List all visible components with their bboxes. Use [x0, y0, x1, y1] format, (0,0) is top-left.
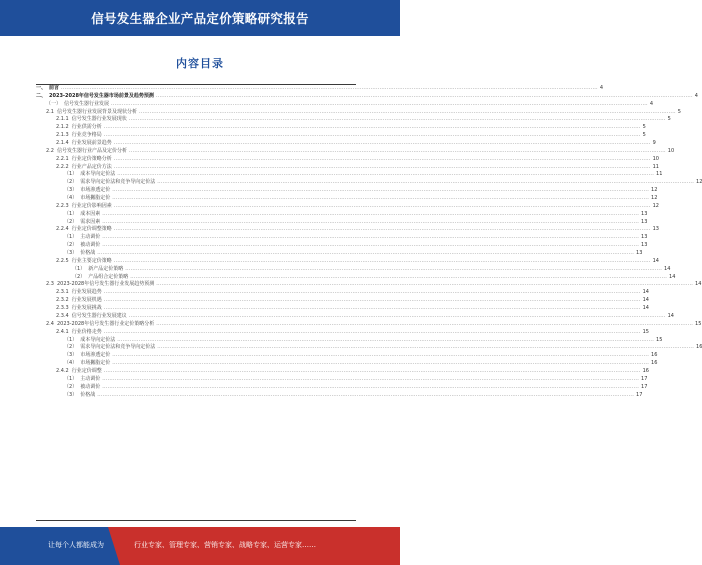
toc-entry-page: 13: [641, 210, 648, 217]
toc-entry-number: （3）: [64, 391, 78, 398]
toc-entry-page: 16: [642, 367, 649, 374]
toc-entry-page: 14: [642, 305, 649, 312]
toc-entry-page: 4: [599, 85, 604, 91]
toc-entry[interactable]: [36, 100, 654, 109]
toc-entry[interactable]: [36, 391, 643, 400]
toc-entry-text: 需求导向定价法和竞争导向定价法: [80, 179, 156, 186]
toc-entry-number: （4）: [64, 195, 78, 202]
toc-leader-dots: ............................................................................................................................................................................................................................................................................................................: [157, 179, 695, 186]
toc-entry-page: 5: [642, 132, 646, 139]
toc-entry-page: 11: [652, 163, 659, 170]
toc-entry-number: （1）: [64, 336, 78, 343]
toc-entry-number: 2.4.2: [56, 367, 69, 374]
toc-entry-page: 12: [651, 187, 658, 194]
toc-entry-number: （1）: [64, 210, 78, 217]
toc-entry-text: 需求导向定价法和竞争导向定价法: [80, 344, 156, 351]
toc-leader-dots: ............................................................................................................................................................................................................................................................................................................: [102, 383, 640, 390]
toc-leader-dots: ............................................................................................................................................................................................................................................................................................................: [156, 281, 694, 288]
toc-leader-dots: ............................................................................................................................................................................................................................................................................................................: [102, 210, 640, 217]
toc-leader-dots: ............................................................................................................................................................................................................................................................................................................: [155, 92, 693, 99]
toc-entry[interactable]: [36, 305, 649, 313]
toc-entry-page: 17: [636, 391, 643, 398]
toc-entry-text: 被动调价: [80, 242, 101, 249]
toc-entry-page: 17: [641, 383, 648, 390]
toc-entry-page: 15: [656, 336, 663, 343]
toc-leader-dots: ............................................................................................................................................................................................................................................................................................................: [156, 320, 694, 327]
toc-title: 内容目录: [176, 57, 224, 70]
toc-entry-number: （2）: [64, 179, 78, 186]
toc-entry[interactable]: [36, 155, 659, 164]
toc-entry-text: 成本因素: [80, 210, 101, 217]
toc-entry[interactable]: [36, 147, 675, 156]
toc-entry[interactable]: [36, 132, 646, 140]
toc-leader-dots: ............................................................................................................................................................................................................................................................................................................: [113, 155, 651, 162]
toc-entry-number: 2.1.1: [56, 116, 69, 123]
toc-bottom-divider: [36, 520, 356, 521]
toc-entry-page: 5: [642, 124, 646, 131]
toc-entry-number: 2.2.1: [56, 155, 69, 162]
toc-entry-number: （2）: [64, 218, 78, 225]
toc-entry-page: 13: [652, 226, 659, 233]
toc-entry-number: 2.1: [46, 108, 54, 115]
toc-leader-dots: ............................................................................................................................................................................................................................................................................................................: [102, 234, 640, 241]
header-banner: [0, 0, 400, 36]
toc-entry-number: 2.3.3: [56, 305, 69, 312]
toc-entry-number: （一）: [46, 100, 62, 107]
toc-entry-number: 2.2.3: [56, 202, 69, 209]
toc-entry-text: 成本导向定价法: [80, 171, 116, 178]
toc-entry-text: 市场渗透定价: [80, 187, 111, 194]
toc-leader-dots: ............................................................................................................................................................................................................................................................................................................: [97, 250, 635, 257]
toc-entry-number: （4）: [64, 360, 78, 367]
toc-leader-dots: ............................................................................................................................................................................................................................................................................................................: [61, 85, 598, 91]
toc-leader-dots: ............................................................................................................................................................................................................................................................................................................: [103, 132, 641, 139]
toc-entry-page: 16: [651, 352, 658, 359]
toc-entry-text: 2023-2028年信号发生器行业定价策略分析: [56, 320, 155, 327]
toc-leader-dots: ............................................................................................................................................................................................................................................................................................................: [103, 367, 641, 374]
toc-entry-number: 2.1.3: [56, 132, 69, 139]
toc-entry-text: 成本导向定价法: [80, 336, 116, 343]
toc-entry[interactable]: [36, 250, 643, 258]
toc-entry-text: 价格战: [80, 250, 96, 257]
toc-leader-dots: ............................................................................................................................................................................................................................................................................................................: [103, 289, 641, 296]
toc-entry-number: 2.3.1: [56, 289, 69, 296]
toc-leader-dots: ............................................................................................................................................................................................................................................................................................................: [112, 352, 650, 359]
toc-entry[interactable]: [36, 360, 658, 368]
toc-entry[interactable]: [36, 375, 648, 384]
toc-entry-number: （3）: [64, 187, 78, 194]
toc-entry-page: 17: [641, 375, 648, 382]
toc-entry-text: 行业定价影响因素: [71, 202, 112, 209]
toc-entry-number: 2.3: [46, 281, 54, 288]
toc-entry-page: 13: [641, 234, 648, 241]
toc-leader-dots: ............................................................................................................................................................................................................................................................................................................: [113, 257, 651, 264]
toc-entry[interactable]: [36, 124, 646, 132]
toc-entry-number: （1）: [64, 171, 78, 178]
toc-entry-text: 行业发展挑战: [71, 305, 102, 312]
toc-entry-text: 市场撇脂定价: [80, 360, 111, 367]
toc-entry[interactable]: [36, 195, 658, 203]
toc-leader-dots: ............................................................................................................................................................................................................................................................................................................: [117, 336, 655, 343]
toc-entry-text: 产品组合定价策略: [88, 273, 129, 280]
toc-entry[interactable]: [36, 202, 659, 211]
toc-entry-text: 行业发展趋势: [71, 289, 102, 296]
toc-leader-dots: ............................................................................................................................................................................................................................................................................................................: [113, 163, 651, 170]
toc-entry-text: 主动调价: [80, 375, 101, 382]
toc-entry-page: 4: [649, 100, 654, 107]
footer-divider-wedge: [108, 527, 120, 565]
toc-leader-dots: ............................................................................................................................................................................................................................................................................................................: [113, 202, 651, 209]
toc-leader-dots: ............................................................................................................................................................................................................................................................................................................: [125, 265, 663, 272]
toc-entry-page: 15: [695, 320, 702, 327]
toc-entry-text: 新产品定价策略: [88, 265, 124, 272]
toc-entry-page: 15: [642, 328, 649, 335]
toc-leader-dots: ............................................................................................................................................................................................................................................................................................................: [102, 375, 640, 382]
toc-entry-text: 市场撇脂定价: [80, 195, 111, 202]
toc-entry-number: 2.4: [46, 320, 54, 327]
toc-leader-dots: ............................................................................................................................................................................................................................................................................................................: [117, 171, 655, 178]
toc-entry-text: 行业定价策略分析: [71, 155, 112, 162]
toc-entry-page: 9: [652, 140, 656, 147]
toc-entry-text: 信号发生器行业发展背景及现状分析: [56, 108, 137, 115]
toc-entry-page: 16: [651, 360, 658, 367]
toc-entry-text: 信号发生器行业发展建议: [71, 312, 127, 319]
toc-entry-text: 前言: [49, 85, 60, 91]
toc-entry-number: （2）: [64, 242, 78, 249]
toc-entry-text: 行业供需分析: [71, 124, 102, 131]
toc-entry-number: 2.1.4: [56, 140, 69, 147]
toc-leader-dots: ............................................................................................................................................................................................................................................................................................................: [130, 273, 668, 280]
toc-entry[interactable]: [36, 234, 648, 242]
toc-entry-page: 14: [695, 281, 702, 288]
toc-entry-number: （1）: [64, 375, 78, 382]
toc-entry-number: 一、: [36, 85, 47, 91]
toc-leader-dots: ............................................................................................................................................................................................................................................................................................................: [128, 312, 666, 319]
toc-leader-dots: ............................................................................................................................................................................................................................................................................................................: [102, 218, 640, 225]
toc-leader-dots: ............................................................................................................................................................................................................................................................................................................: [103, 297, 641, 304]
toc-entry-number: 2.2: [46, 147, 54, 154]
toc-entry[interactable]: [36, 265, 671, 274]
toc-leader-dots: ............................................................................................................................................................................................................................................................................................................: [103, 305, 641, 312]
toc-entry-number: 二、: [36, 92, 47, 99]
toc-entry-number: （2）: [64, 344, 78, 351]
toc-entry-text: 行业产品定价方法: [71, 163, 112, 170]
toc-entry-page: 5: [677, 108, 681, 115]
toc-leader-dots: ............................................................................................................................................................................................................................................................................................................: [138, 108, 676, 115]
toc-entry[interactable]: [36, 187, 658, 195]
toc-entry-text: 行业定价调整: [71, 367, 102, 374]
toc-entry-page: 11: [656, 171, 663, 178]
toc-leader-dots: ............................................................................................................................................................................................................................................................................................................: [112, 187, 650, 194]
toc-entry-page: 13: [641, 218, 648, 225]
toc-entry-text: 信号发生器行业发展: [64, 100, 110, 107]
toc-entry-page: 13: [641, 242, 648, 249]
toc-leader-dots: ............................................................................................................................................................................................................................................................................................................: [128, 116, 666, 123]
toc-entry[interactable]: [36, 140, 656, 148]
toc-entry-number: 2.2.2: [56, 163, 69, 170]
toc-entry-text: 信号发生器行业产品及定价分析: [56, 147, 127, 154]
toc-entry[interactable]: [36, 320, 702, 329]
toc-entry-text: 行业主要定价策略: [71, 257, 112, 264]
toc-entry-number: （3）: [64, 250, 78, 257]
toc-leader-dots: ............................................................................................................................................................................................................................................................................................................: [97, 391, 635, 398]
toc-entry-number: （2）: [72, 273, 86, 280]
footer-slogan-left: 让每个人都能成为: [48, 541, 104, 549]
toc-entry-page: 10: [667, 147, 675, 154]
toc-leader-dots: ............................................................................................................................................................................................................................................................................................................: [103, 328, 641, 335]
toc-entry-page: 5: [667, 116, 671, 123]
toc-entry-text: 价格战: [80, 391, 96, 398]
footer-slogan-right: 行业专家、管理专家、营销专家、战略专家、运营专家……: [134, 541, 316, 549]
toc-entry-text: 行业定价调整策略: [71, 226, 112, 233]
toc-entry[interactable]: [36, 242, 648, 250]
toc-entry-number: 2.2.4: [56, 226, 69, 233]
toc-entry-page: 14: [652, 257, 659, 264]
toc-leader-dots: ............................................................................................................................................................................................................................................................................................................: [102, 242, 640, 249]
toc-entry-page: 13: [636, 250, 643, 257]
toc-entry-text: 行业竞争格局: [71, 132, 102, 139]
toc-entry-page: 4: [694, 92, 698, 99]
toc-entry-page: 14: [642, 297, 649, 304]
toc-entry[interactable]: [36, 312, 674, 321]
toc-entry-page: 14: [669, 273, 676, 280]
toc-entry[interactable]: [36, 297, 649, 305]
toc-entry[interactable]: [36, 367, 649, 376]
toc-entry-page: 14: [664, 265, 671, 272]
report-title: 信号发生器企业产品定价策略研究报告: [91, 11, 309, 26]
toc-entry-text: 行业价格走势: [71, 328, 102, 335]
toc-entry[interactable]: [36, 92, 698, 101]
toc-entry-text: 行业发展前景趋势: [71, 140, 112, 147]
toc-leader-dots: ............................................................................................................................................................................................................................................................................................................: [128, 147, 666, 154]
toc-entry-page: 12: [651, 195, 658, 202]
toc-entry-page: 10: [652, 155, 659, 162]
toc-entry-number: （1）: [72, 265, 86, 272]
toc-leader-dots: ............................................................................................................................................................................................................................................................................................................: [113, 226, 651, 233]
toc-entry-text: 2023-2028年信号发生器行业发展趋势预测: [56, 281, 155, 288]
toc-entry[interactable]: [36, 383, 648, 392]
toc-entry-number: （3）: [64, 352, 78, 359]
toc-entry-text: 市场渗透定价: [80, 352, 111, 359]
toc-leader-dots: ............................................................................................................................................................................................................................................................................................................: [111, 100, 648, 107]
toc-leader-dots: ............................................................................................................................................................................................................................................................................................................: [112, 360, 650, 367]
toc-leader-dots: ............................................................................................................................................................................................................................................................................................................: [112, 195, 650, 202]
toc-entry-number: （1）: [64, 234, 78, 241]
toc-entry-text: 需求因素: [80, 218, 101, 225]
toc-entry[interactable]: [36, 210, 648, 219]
toc-leader-dots: ............................................................................................................................................................................................................................................................................................................: [113, 140, 651, 147]
toc-entry-number: 2.3.4: [56, 312, 69, 319]
footer-banner: [0, 527, 400, 565]
toc-entry-page: 12: [652, 202, 659, 209]
toc-entry-text: 主动调价: [80, 234, 101, 241]
toc-entry-number: 2.2.5: [56, 257, 69, 264]
toc-entry-page: 16: [696, 344, 702, 351]
toc-entry[interactable]: [36, 352, 658, 360]
toc-entry-number: 2.4.1: [56, 328, 69, 335]
toc-entry-page: 14: [667, 312, 674, 319]
toc-entry[interactable]: [36, 85, 604, 93]
toc-entry-page: 12: [696, 179, 702, 186]
toc-entry-number: 2.3.2: [56, 297, 69, 304]
toc-entry-page: 14: [642, 289, 649, 296]
table-of-contents: [36, 85, 702, 399]
toc-entry-text: 行业发展机遇: [71, 297, 102, 304]
toc-entry-text: 信号发生器行业发展现状: [71, 116, 127, 123]
toc-entry[interactable]: [36, 257, 659, 266]
toc-entry[interactable]: [36, 328, 649, 337]
toc-leader-dots: ............................................................................................................................................................................................................................................................................................................: [157, 344, 695, 351]
toc-entry-text: 2023-2028年信号发生器市场前景及趋势预测: [49, 92, 154, 99]
toc-entry-number: 2.1.2: [56, 124, 69, 131]
toc-entry[interactable]: [36, 179, 702, 187]
toc-entry-number: （2）: [64, 383, 78, 390]
toc-entry-text: 被动调价: [80, 383, 101, 390]
toc-leader-dots: ............................................................................................................................................................................................................................................................................................................: [103, 124, 641, 131]
